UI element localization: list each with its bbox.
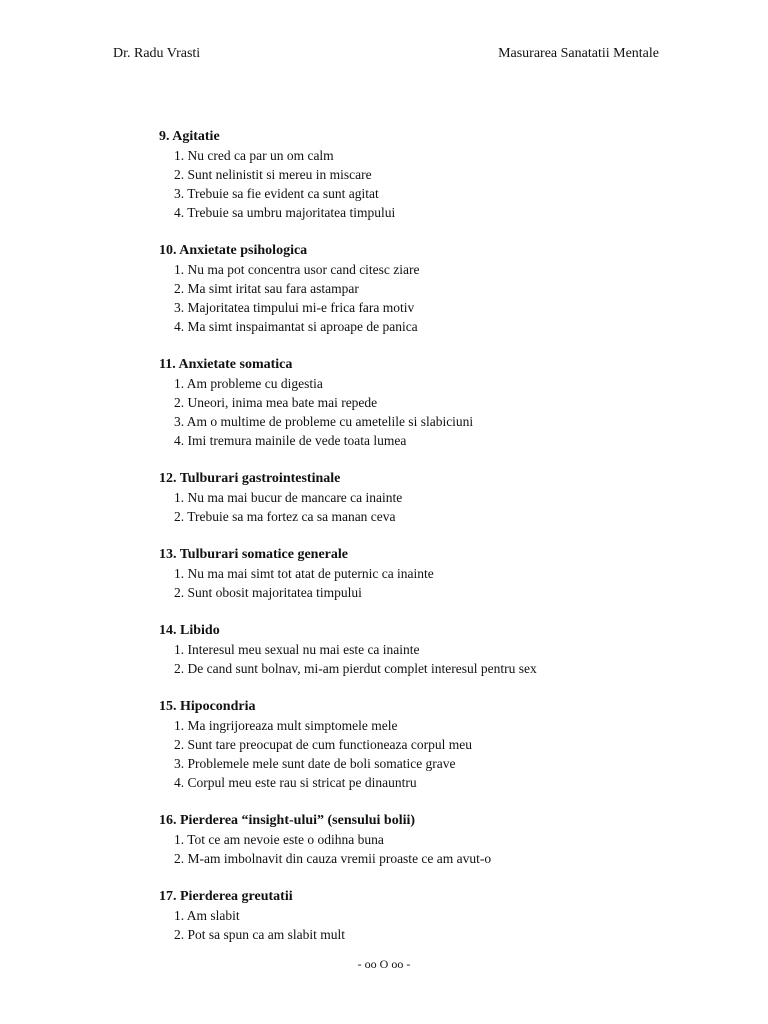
list-item: 1. Interesul meu sexual nu mai este ca inainte (174, 642, 420, 657)
header-title: Masurarea Sanatatii Mentale (498, 46, 659, 61)
list-item: 1. Nu ma mai bucur de mancare ca inainte (174, 490, 403, 505)
item-list (159, 488, 739, 526)
list-item: 1. Nu cred ca par un om calm (174, 148, 334, 163)
section-tulburari-gastrointestinale (159, 469, 739, 526)
page-footer-ornament: - oo O oo - (357, 957, 411, 971)
section-title: 9. Agitatie (159, 129, 220, 144)
list-item: 2. Sunt obosit majoritatea timpului (174, 585, 362, 600)
list-item: 2. Pot sa spun ca am slabit mult (174, 927, 345, 942)
section-agitatie (159, 127, 739, 222)
item-list (159, 564, 739, 602)
section-title: 11. Anxietate somatica (159, 357, 293, 372)
section-title: 14. Libido (159, 623, 220, 638)
list-item: 2. De cand sunt bolnav, mi-am pierdut complet interesul pentru sex (174, 661, 537, 676)
list-item: 2. Sunt nelinistit si mereu in miscare (174, 167, 372, 182)
section-tulburari-somatice-generale (159, 545, 739, 602)
list-item: 2. Ma simt iritat sau fara astampar (174, 281, 359, 296)
list-item: 4. Trebuie sa umbru majoritatea timpului (174, 205, 396, 220)
list-item: 2. Uneori, inima mea bate mai repede (174, 395, 378, 410)
section-pierderea-greutatii (159, 887, 739, 944)
item-list (159, 640, 739, 678)
list-item: 4. Imi tremura mainile de vede toata lumea (174, 433, 407, 448)
list-item: 1. Nu ma mai simt tot atat de puternic ca inainte (174, 566, 434, 581)
section-pierderea-insight (159, 811, 739, 868)
list-item: 3. Trebuie sa fie evident ca sunt agitat (174, 186, 379, 201)
list-item: 4. Ma simt inspaimantat si aproape de panica (174, 319, 418, 334)
section-anxietate-psihologica (159, 241, 739, 336)
section-title: 10. Anxietate psihologica (159, 243, 308, 258)
item-list (159, 830, 739, 868)
section-libido (159, 621, 739, 678)
list-item: 1. Nu ma pot concentra usor cand citesc ziare (174, 262, 420, 277)
list-item: 2. M-am imbolnavit din cauza vremii proaste ce am avut-o (174, 851, 492, 866)
list-item: 3. Problemele mele sunt date de boli somatice grave (174, 756, 456, 771)
header-author: Dr. Radu Vrasti (113, 46, 201, 61)
section-title: 17. Pierderea greutatii (159, 889, 293, 904)
list-item: 1. Ma ingrijoreaza mult simptomele mele (174, 718, 398, 733)
list-item: 4. Corpul meu este rau si stricat pe dinauntru (174, 775, 417, 790)
item-list (159, 146, 739, 222)
item-list (159, 260, 739, 336)
questionnaire-body (159, 127, 739, 963)
list-item: 3. Am o multime de probleme cu ametelile si slabiciuni (174, 414, 474, 429)
item-list (159, 374, 739, 450)
section-title: 15. Hipocondria (159, 699, 256, 714)
section-title: 12. Tulburari gastrointestinale (159, 471, 341, 486)
item-list (159, 906, 739, 944)
list-item: 2. Trebuie sa ma fortez ca sa manan ceva (174, 509, 396, 524)
list-item: 2. Sunt tare preocupat de cum functioneaza corpul meu (174, 737, 473, 752)
list-item: 1. Am probleme cu digestia (174, 376, 323, 391)
section-anxietate-somatica (159, 355, 739, 450)
item-list (159, 716, 739, 792)
section-hipocondria (159, 697, 739, 792)
section-title: 13. Tulburari somatice generale (159, 547, 348, 562)
list-item: 1. Tot ce am nevoie este o odihna buna (174, 832, 384, 847)
list-item: 3. Majoritatea timpului mi-e frica fara motiv (174, 300, 415, 315)
section-title: 16. Pierderea “insight-ului” (sensului bolii) (159, 813, 416, 828)
list-item: 1. Am slabit (174, 908, 240, 923)
